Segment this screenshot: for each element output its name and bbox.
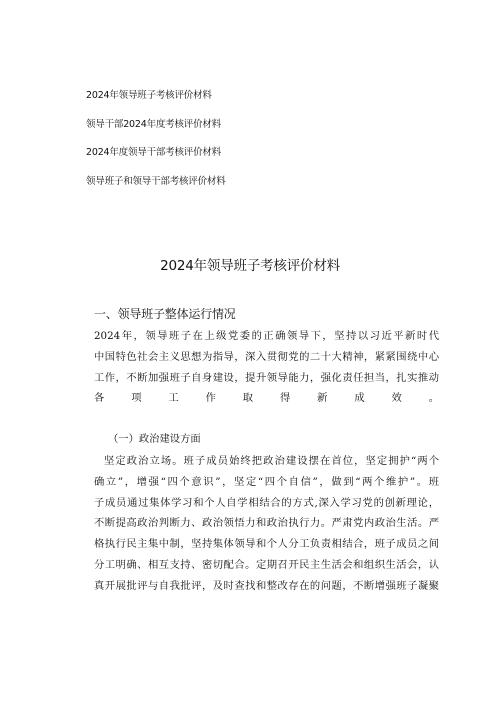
paragraph-line: 不断提高政治判断力、政治领悟力和政治执行力。严肃党内政治生活。严 [94, 517, 439, 530]
toc-item[interactable]: 领导干部2024年度考核评价材料 [86, 118, 221, 130]
paragraph-line: 真开展批评与自我批评，及时查找和整改存在的问题，不断增强班子凝聚 [94, 579, 439, 592]
section-heading: 一、领导班子整体运行情况 [94, 307, 236, 321]
paragraph-line: 2024年，领导班子在上级党委的正确领导下，坚持以习近平新时代 [94, 330, 439, 342]
paragraph-line: 确立”，增强“四个意识”，坚定“四个自信”，做到“两个维护”。班 [94, 475, 439, 488]
paragraph-line: 坚定政治立场。班子成员始终把政治建设摆在首位，坚定拥护“两个 [104, 455, 439, 467]
paragraph-line: 各项工作取得新成效。 [94, 392, 439, 405]
subsection-heading: （一）政治建设方面 [108, 433, 201, 445]
toc-item[interactable]: 领导班子和领导干部考核评价材料 [86, 175, 226, 187]
document-title: 2024年领导班子考核评价材料 [160, 258, 340, 274]
paragraph-line: 工作，不断加强班子自身建设，提升领导能力，强化责任担当，扎实推动 [94, 371, 439, 384]
table-of-contents [86, 90, 226, 204]
paragraph-line: 分工明确、相互支持、密切配合。定期召开民主生活会和组织生活会，认 [94, 558, 439, 571]
toc-item[interactable]: 2024年领导班子考核评价材料 [86, 90, 212, 101]
paragraph-line: 中国特色社会主义思想为指导，深入贯彻党的二十大精神，紧紧围绕中心 [94, 350, 439, 363]
toc-item[interactable]: 2024年度领导干部考核评价材料 [86, 147, 221, 158]
paragraph-overview [94, 326, 439, 409]
paragraph-political [94, 451, 439, 597]
paragraph-line: 子成员通过集体学习和个人自学相结合的方式,深入学习党的创新理论， [94, 496, 439, 509]
paragraph-line: 格执行民主集中制，坚持集体领导和个人分工负责相结合，班子成员之间 [94, 538, 439, 551]
